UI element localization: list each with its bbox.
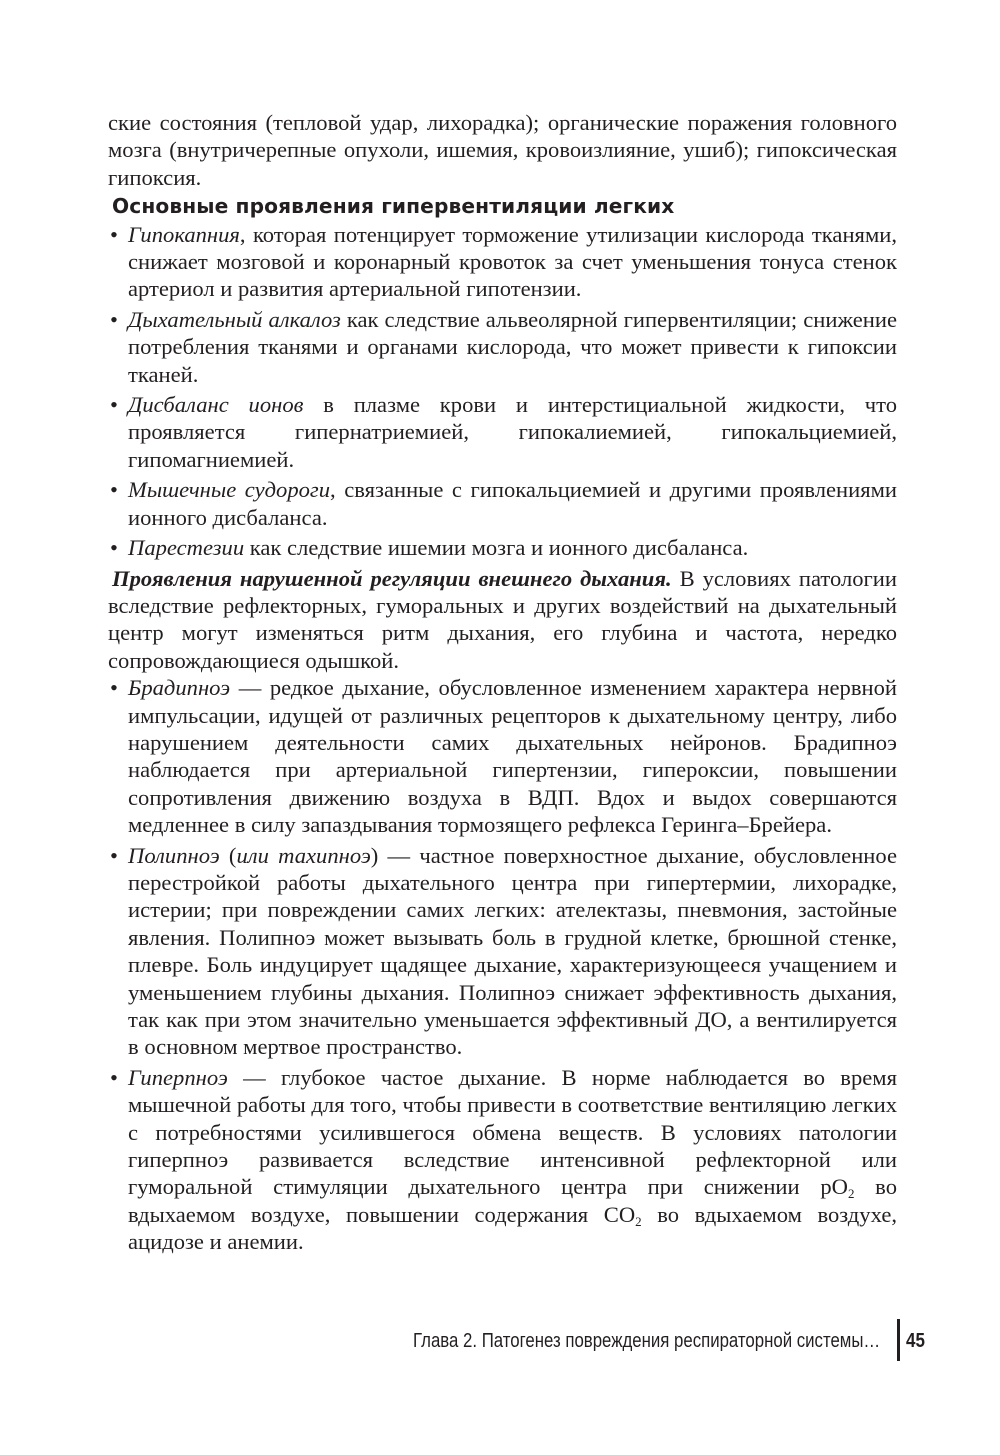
term: Полипноэ	[128, 842, 220, 868]
list-item	[110, 306, 897, 388]
subscript: 2	[635, 1213, 642, 1229]
term-alt: или тахипноэ	[236, 842, 371, 868]
bullet-icon: •	[110, 306, 118, 332]
term: Парестезии	[128, 535, 245, 561]
item-text: (	[219, 842, 237, 868]
footer-divider	[897, 1319, 900, 1361]
paragraph-text: В условиях патологии вследствие рефлекторных, гуморальных и других воздействий на дыхательный центр могут изменяться ритм дыхания, его глубина и частота, нередко сопровождающиеся одышкой.	[108, 565, 897, 673]
item-text: — глубокое частое дыхание. В норме наблюдается во время мышечной работы для того, чтобы привести в соответствие вентиляцию легких с потребностями усилившегося обмена веществ. В условиях патологии гиперпноэ развивается вследствие интенсивной рефлекторной или гуморальной стимуляции дыхательного центра при снижении рO	[128, 1064, 897, 1200]
bullet-icon: •	[110, 392, 118, 418]
item-text: ) — частное поверхностное дыхание, обусловленное перестройкой работы дыхательного центра при гипертермии, лихорадке, истерии; при повреждении самих легких: ателектазы, пневмония, застойные явления. Полипноэ может вызывать боль в грудной клетке, брюшной стенке, плевре. Боль индуцирует щадящее дыхание, характеризующееся учащением и уменьшением глубины дыхания. Полипноэ снижает эффективность дыхания, так как при этом значительно уменьшается эффективный ДО, а вентилируется в основном мертвое пространство.	[128, 842, 897, 1060]
list-item	[110, 1064, 897, 1256]
list-item	[110, 476, 897, 531]
bullet-icon: •	[110, 1064, 118, 1090]
breathing-types-list	[108, 674, 897, 1256]
item-text: , которая потенцирует торможение утилизации кислорода тканями, снижает мозговой и коронарный кровоток за счет уменьшения тонуса стенок артериол и развития артериальной гипотензии.	[128, 221, 897, 302]
subscript: 2	[847, 1186, 855, 1202]
page-footer	[0, 1327, 1000, 1361]
term: Мышечные судороги	[128, 477, 331, 503]
regulation-paragraph	[108, 565, 897, 675]
bullet-icon: •	[110, 842, 118, 868]
item-text: , связанные с гипокальциемией и другими проявлениями ионного дисбаланса.	[128, 477, 897, 530]
hyperventilation-list	[108, 221, 897, 562]
bullet-icon: •	[110, 477, 118, 503]
item-text: как следствие альвеолярной гипервентиляции; снижение потребления тканями и органами кислорода, что может привести к гипоксии тканей.	[128, 306, 897, 387]
page-body	[108, 109, 897, 1259]
item-text: — редкое дыхание, обусловленное изменением характера нервной импульсации, идущей от различных рецепторов к дыхательному центру, либо нарушением деятельности самих дыхательных нейронов. Брадипноэ наблюдается при артериальной гипертензии, гипероксии, повышении сопротивления движению воздуха в ВДП. Вдох и выдох совершаются медленнее в силу запаздывания тормозящего рефлекса Геринга–Брейера.	[128, 675, 897, 838]
term: Гиперпноэ	[128, 1064, 228, 1090]
item-text: во вдыхаемом воздухе, повышении содержания СО	[128, 1174, 897, 1227]
section-heading: Основные проявления гипервентиляции легких	[112, 194, 675, 219]
item-text: как следствие ишемии мозга и ионного дисбаланса.	[244, 535, 749, 561]
list-item	[110, 221, 897, 303]
item-text: во вдыхаемом воздухе, ацидозе и анемии.	[128, 1201, 897, 1255]
list-item	[110, 534, 897, 561]
term: Дыхательный алкалоз	[128, 306, 341, 332]
bullet-icon: •	[110, 675, 118, 701]
page-number: 45	[906, 1330, 925, 1352]
term: Гипокапния	[128, 221, 240, 247]
running-head: Глава 2. Патогенез повреждения респираторной системы…	[412, 1330, 880, 1352]
intro-paragraph: ские состояния (тепловой удар, лихорадка); органические поражения головного мозга (внутричерепные опухоли, ишемия, кровоизлияние, ушиб); гипоксическая гипоксия.	[108, 110, 897, 190]
paragraph-lead: Проявления нарушенной регуляции внешнего дыхания.	[112, 565, 672, 591]
list-item	[110, 674, 897, 838]
term: Дисбаланс ионов	[128, 392, 304, 418]
list-item	[110, 842, 897, 1061]
bullet-icon: •	[110, 535, 118, 561]
item-text: в плазме крови и интерстициальной жидкости, что проявляется гипернатриемией, гипокалиемией, гипокальциемией, гипомагниемией.	[128, 392, 898, 472]
term: Брадипноэ	[128, 675, 231, 701]
bullet-icon: •	[110, 221, 118, 247]
list-item	[110, 391, 898, 473]
